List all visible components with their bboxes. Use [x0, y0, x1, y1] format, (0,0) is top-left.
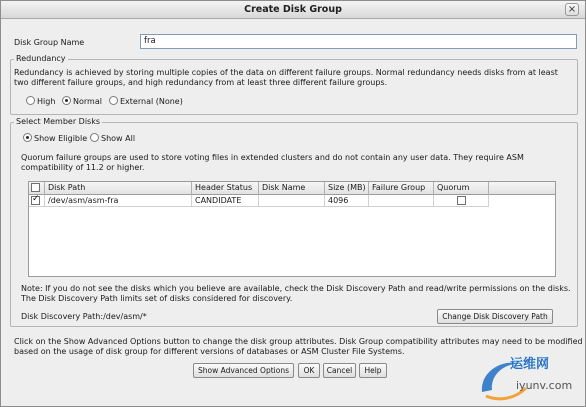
discovery-note-1: Note: If you do not see the disks which you believe are available, check the Disk Discovery Path and read/write permissions on the disks. — [21, 284, 571, 293]
radio-show-eligible-indicator[interactable] — [23, 133, 32, 142]
disk-table — [28, 181, 556, 277]
cell-header-status[interactable]: CANDIDATE — [192, 195, 259, 207]
cell-failure-group[interactable] — [369, 195, 434, 207]
radio-external[interactable] — [109, 96, 183, 107]
cell-disk-path[interactable]: /dev/asm/asm-fra — [45, 195, 192, 207]
cell-size[interactable]: 4096 — [325, 195, 369, 207]
quorum-checkbox[interactable] — [457, 196, 466, 205]
column-header-filler — [489, 182, 555, 195]
cell-disk-name[interactable] — [259, 195, 325, 207]
column-header-size[interactable]: Size (MB) — [325, 182, 369, 195]
change-discovery-path-button[interactable]: Change Disk Discovery Path — [437, 309, 553, 324]
show-advanced-options-button[interactable]: Show Advanced Options — [193, 363, 294, 378]
radio-high-indicator[interactable] — [26, 96, 35, 105]
advanced-options-info-2: based on the usage of disk group for different versions of databases or ASM Cluster File Systems. — [14, 347, 405, 356]
row-select-checkbox[interactable] — [31, 196, 40, 205]
cell-quorum[interactable] — [434, 195, 489, 207]
radio-external-label: External (None) — [120, 97, 183, 106]
radio-normal-indicator[interactable] — [62, 96, 71, 105]
radio-external-indicator[interactable] — [109, 96, 118, 105]
close-button[interactable]: × — [565, 3, 579, 16]
window-title: Create Disk Group — [244, 4, 342, 15]
column-header-quorum[interactable]: Quorum — [434, 182, 489, 195]
select-all-checkbox[interactable] — [31, 183, 40, 192]
radio-show-eligible[interactable] — [23, 133, 87, 144]
radio-normal-label: Normal — [73, 97, 102, 106]
radio-show-all[interactable] — [90, 133, 135, 144]
title-bar — [1, 1, 585, 19]
column-header-failure-group[interactable]: Failure Group — [369, 182, 434, 195]
radio-high-label: High — [37, 97, 56, 106]
radio-show-all-indicator[interactable] — [90, 133, 99, 142]
watermark-logo — [476, 354, 584, 404]
radio-normal[interactable] — [62, 96, 102, 107]
watermark-text-en: iyunv.com — [516, 379, 573, 392]
help-button[interactable]: Help — [359, 363, 387, 378]
redundancy-description-1: Redundancy is achieved by storing multiple copies of the data on different failure groups. Normal redundancy needs disks from at least — [14, 68, 558, 77]
column-header-header-status[interactable]: Header Status — [192, 182, 259, 195]
radio-show-eligible-label: Show Eligible — [34, 134, 88, 143]
advanced-options-info-1: Click on the Show Advanced Options button to change the disk group attributes. Disk Group compatibility attributes may need to be modified — [14, 337, 583, 346]
disk-discovery-path: Disk Discovery Path:/dev/asm/* — [21, 312, 147, 321]
column-header-disk-name[interactable]: Disk Name — [259, 182, 325, 195]
radio-high[interactable] — [26, 96, 55, 107]
quorum-description-2: compatibility of 11.2 or higher. — [21, 163, 145, 172]
watermark-text-cn: 运维网 — [510, 357, 550, 372]
disk-group-name-input[interactable]: fra — [140, 34, 577, 49]
disk-group-name-label: Disk Group Name — [14, 38, 85, 47]
redundancy-description-2: two different failure groups, and high redundancy from at least three different failure groups. — [14, 78, 388, 87]
member-disks-legend: Select Member Disks — [16, 117, 101, 126]
column-header-disk-path[interactable]: Disk Path — [45, 182, 192, 195]
quorum-description-1: Quorum failure groups are used to store voting files in extended clusters and do not contain any user data. They require ASM — [21, 153, 524, 162]
redundancy-legend: Redundancy — [16, 54, 66, 63]
cancel-button[interactable]: Cancel — [323, 363, 356, 378]
row-select-cell[interactable] — [29, 195, 45, 207]
discovery-note-2: The Disk Discovery Path limits set of disks considered for discovery. — [21, 294, 293, 303]
ok-button[interactable]: OK — [298, 363, 320, 378]
radio-show-all-label: Show All — [101, 134, 136, 143]
